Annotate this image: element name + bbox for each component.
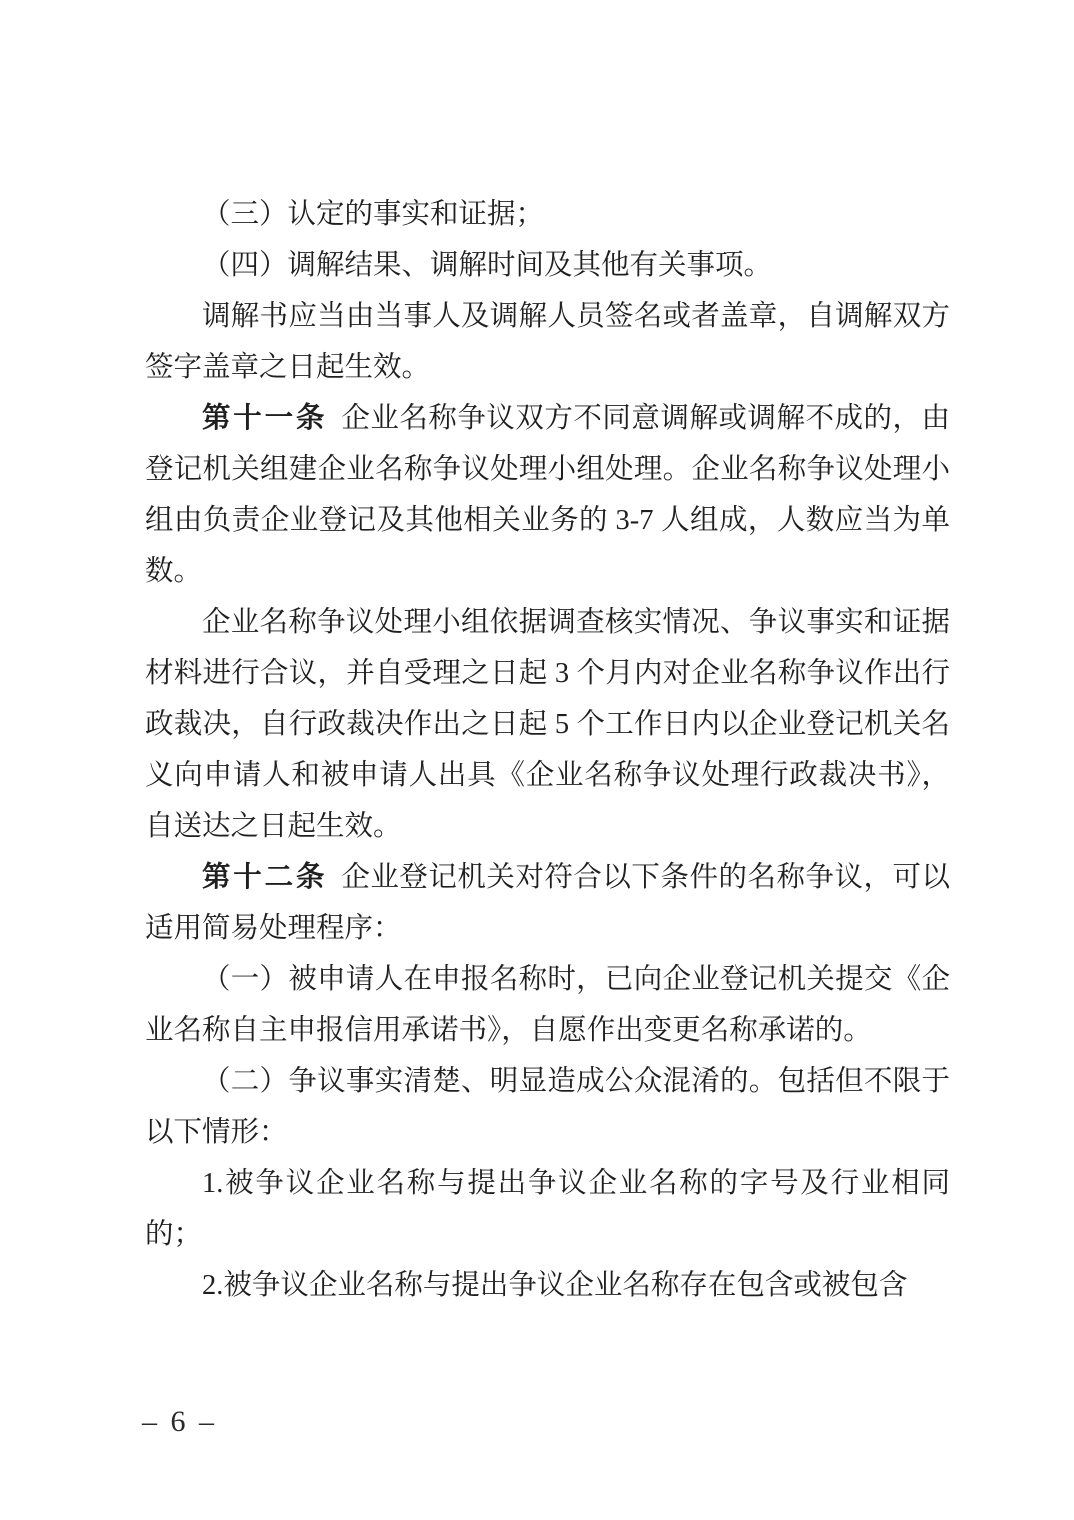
paragraph bbox=[145, 954, 950, 1056]
paragraph-text: 企业名称争议处理小组依据调查核实情况、争议事实和证据材料进行合议，并自受理之日起 3 个月内对企业名称争议作出行政裁决，自行政裁决作出之日起 5 个工作日内以企业登记机关名义向申请人和被申请人出具《企业名称争议处理行政裁决书》，自送达之日起生效。 bbox=[145, 607, 950, 842]
paragraph-text: （一）被申请人在申报名称时，已向企业登记机关提交《企业名称自主申报信用承诺书》，自愿作出变更名称承诺的。 bbox=[145, 964, 950, 1046]
document-body bbox=[145, 189, 950, 1311]
paragraph-text: （四）调解结果、调解时间及其他有关事项。 bbox=[202, 250, 773, 281]
paragraph bbox=[145, 240, 950, 291]
paragraph bbox=[145, 1158, 950, 1260]
paragraph-text: （三）认定的事实和证据； bbox=[202, 199, 545, 230]
paragraph-text: 1.被争议企业名称与提出争议企业名称的字号及行业相同的； bbox=[145, 1168, 950, 1250]
paragraph bbox=[145, 1260, 950, 1311]
page-number: – 6 – bbox=[142, 1405, 217, 1438]
article-heading: 第十二条 bbox=[202, 862, 328, 893]
paragraph-article-12 bbox=[145, 852, 950, 954]
paragraph-text: 2.被争议企业名称与提出争议企业名称存在包含或被包含 bbox=[202, 1270, 908, 1301]
paragraph bbox=[145, 1056, 950, 1158]
paragraph-text: 调解书应当由当事人及调解人员签名或者盖章，自调解双方签字盖章之日起生效。 bbox=[145, 301, 950, 383]
article-heading: 第十一条 bbox=[202, 403, 328, 434]
paragraph bbox=[145, 291, 950, 393]
paragraph-article-11 bbox=[145, 393, 950, 597]
paragraph bbox=[145, 189, 950, 240]
paragraph-text: 企业登记机关对符合以下条件的名称争议，可以适用简易处理程序： bbox=[145, 862, 950, 944]
paragraph-text: （二）争议事实清楚、明显造成公众混淆的。包括但不限于以下情形： bbox=[145, 1066, 950, 1148]
paragraph bbox=[145, 597, 950, 852]
paragraph-text: 企业名称争议双方不同意调解或调解不成的，由登记机关组建企业名称争议处理小组处理。企业名称争议处理小组由负责企业登记及其他相关业务的 3-7 人组成，人数应当为单数。 bbox=[145, 403, 950, 587]
